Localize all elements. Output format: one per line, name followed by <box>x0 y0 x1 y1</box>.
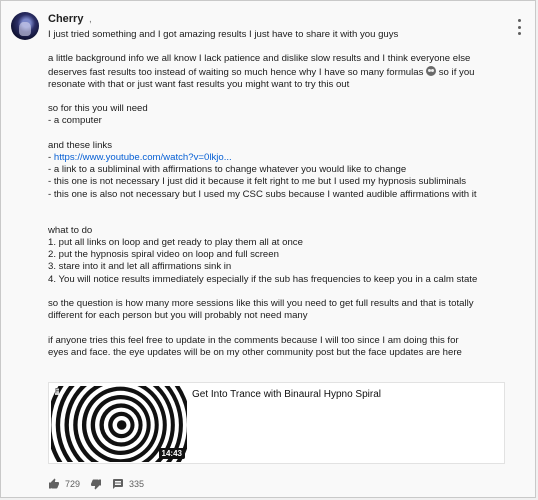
post-background-line-2b: so if you <box>436 66 475 78</box>
author-name[interactable]: Cherry <box>48 13 84 25</box>
update-line-2: eyes and face. the eye updates will be on my other community post but the face updates are here <box>48 346 462 358</box>
skull-emoji-icon <box>426 66 436 76</box>
avatar[interactable] <box>11 12 39 40</box>
post-background-line-2 <box>48 66 518 79</box>
youtube-link[interactable]: https://www.youtube.com/watch?v=0lkjo... <box>53 151 232 163</box>
author-suffix: , <box>89 14 92 25</box>
post-actions <box>48 477 154 491</box>
step-4: 4. You will notice results immediately especially if the sub has frequencies to keep you in a calm state <box>48 273 478 285</box>
step-2: 2. put the hypnosis spiral video on loop and full screen <box>48 249 279 261</box>
question-line-2: different for each person but you will probably not need many <box>48 310 308 322</box>
step-3: 3. stare into it and let all affirmations sink in <box>48 261 232 273</box>
thumb-up-icon[interactable] <box>48 478 60 490</box>
question-line-1: so the question is how many more sessions like this will you need to get full results and that is totally <box>48 298 474 309</box>
links-item-3: - this one is not necessary I just did it because it felt right to me but I used my hypnosis subliminals <box>48 176 467 188</box>
video-title[interactable]: Get Into Trance with Binaural Hypno Spiral <box>192 389 381 400</box>
post-background-line-2a: deserves fast results too instead of waiting so much hence why I have so many formulas <box>48 66 424 78</box>
post-intro: I just tried something and I got amazing results I just have to share it with you guys <box>48 29 399 40</box>
post-background-line-1: a little background info we all know I lack patience and dislike slow results and I think everyone else <box>48 53 471 65</box>
thumb-down-icon[interactable] <box>90 478 102 490</box>
like-count: 729 <box>65 479 81 489</box>
comment-icon[interactable] <box>112 478 124 490</box>
comment-count: 335 <box>129 479 145 489</box>
channel-mark: F <box>55 388 60 395</box>
video-attachment[interactable] <box>48 382 505 464</box>
links-item-1 <box>48 152 518 164</box>
todo-title: what to do <box>48 224 93 236</box>
step-1: 1. put all links on loop and get ready to play them all at once <box>48 237 303 248</box>
post-background-line-3: resonate with that or just want fast results you might want to try this out <box>48 78 350 90</box>
link-prefix: - <box>48 151 54 163</box>
video-thumbnail[interactable] <box>51 386 187 462</box>
need-title: so for this you will need <box>48 103 148 115</box>
need-item: - a computer <box>48 115 102 127</box>
links-item-2: - a link to a subliminal with affirmations to change whatever you would like to change <box>48 164 407 176</box>
post-body <box>48 29 518 359</box>
update-line-1: if anyone tries this feel free to update in the comments because I will too since I am doing this for <box>48 334 459 346</box>
links-title: and these links <box>48 139 112 151</box>
video-duration: 14:43 <box>159 448 185 459</box>
links-item-4: - this one is also not necessary but I used my CSC subs because I wanted audible affirmations with it <box>48 188 477 200</box>
